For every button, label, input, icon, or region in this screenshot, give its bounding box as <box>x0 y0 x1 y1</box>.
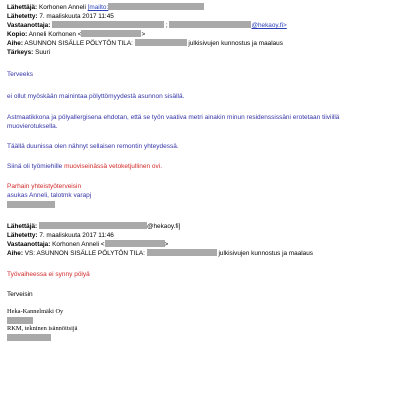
sent-label: Lähetetty: <box>7 13 38 20</box>
msg1-paragraph-4 <box>7 162 162 171</box>
p4-highlight: muoviseinässä vetoketjullinen ovi. <box>64 163 163 170</box>
msg1-signature: asukas Anneli, talotmk varapj <box>7 192 92 199</box>
msg2-from-line <box>7 222 180 231</box>
subject-pre: VS: ASUNNON SISÄLLE PÖLYTÖN TILA: <box>24 250 145 257</box>
msg1-paragraph-1: ei ollut myöskään mainintaa pölyttömyydestä asunnon sisällä. <box>7 93 185 100</box>
redaction <box>52 21 164 28</box>
mailto-link[interactable]: [mailto: <box>87 4 109 11</box>
from-domain: @hekaoy.fi] <box>146 223 181 230</box>
from-label: Lähettäjä: <box>7 4 38 11</box>
cc-label: Kopio: <box>7 31 28 38</box>
msg2-title: RKM, tekninen isännöitsijä <box>7 325 78 332</box>
to-value: Korhonen Anneli < <box>52 241 105 248</box>
msg1-importance-line <box>7 48 50 57</box>
msg1-paragraph-2-line-2: muovierotuksella. <box>7 123 58 130</box>
redaction <box>7 317 33 324</box>
redaction <box>7 201 55 208</box>
subject-label: Aihe: <box>7 40 23 47</box>
redaction <box>147 249 217 256</box>
from-name: Korhonen Anneli <box>38 4 86 11</box>
to-label: Vastaanottaja: <box>7 241 51 248</box>
sent-label: Lähetetty: <box>7 232 38 239</box>
to-label: Vastaanottaja: <box>7 22 51 29</box>
msg2-to-line <box>7 240 168 249</box>
msg2-paragraph-1: Työvaiheessa ei synny pölyä <box>7 271 90 278</box>
msg2-company: Heka-Kannelmäki Oy <box>7 308 64 315</box>
msg1-subject-line <box>7 39 283 48</box>
redaction <box>7 334 51 341</box>
msg1-cc-line: Kopio: Anneli Korhonen < > <box>7 31 146 38</box>
msg1-paragraph-3: Täällä duunissa olen nähnyt sellaisen remontin yhteydessä. <box>7 143 179 150</box>
sent-value: 7. maaliskuuta 2017 11:45 <box>39 13 114 20</box>
cc-value: Anneli Korhonen < <box>28 31 82 38</box>
subject-pre: ASUNNON SISÄLLE PÖLYTÖN TILA: <box>24 40 133 47</box>
redaction <box>169 21 251 28</box>
to-email-link[interactable]: @hekaoy.fi> <box>251 22 287 29</box>
subject-post: julkisivujen kunnostus ja maalaus <box>188 40 283 47</box>
redaction <box>81 30 141 37</box>
msg1-sent-line <box>7 12 114 21</box>
p4-text: Siinä oli työmiehille <box>7 163 65 170</box>
msg2-subject-line <box>7 249 313 258</box>
msg1-to-line: Vastaanottaja: ; @hekaoy.fi> <box>7 22 287 29</box>
redaction <box>39 222 147 229</box>
redaction <box>108 3 204 10</box>
from-label: Lähettäjä: <box>7 223 38 230</box>
msg2-closing: Terveisin <box>7 291 33 298</box>
importance-value: Suuri <box>35 49 50 56</box>
subject-post: julkisivujen kunnostus ja maalaus <box>218 250 313 257</box>
redaction <box>135 39 187 46</box>
importance-label: Tärkeys: <box>7 49 34 56</box>
msg1-paragraph-2-line-1: Astmaatikkona ja pölyallergisena ehdotan, että se työn vaativa metri ainakin minun residenssissäni erotetaan tiiviillä <box>7 114 340 121</box>
msg2-sent-line <box>7 231 114 240</box>
sent-value: 7. maaliskuuta 2017 11:46 <box>39 232 114 239</box>
msg1-greeting: Terveeks <box>7 71 34 78</box>
redaction <box>105 240 165 247</box>
subject-label: Aihe: <box>7 250 23 257</box>
msg1-closing: Parhain yhteistyöterveisin <box>7 183 82 190</box>
msg1-from-line <box>7 3 204 12</box>
to-end: > <box>164 241 169 248</box>
